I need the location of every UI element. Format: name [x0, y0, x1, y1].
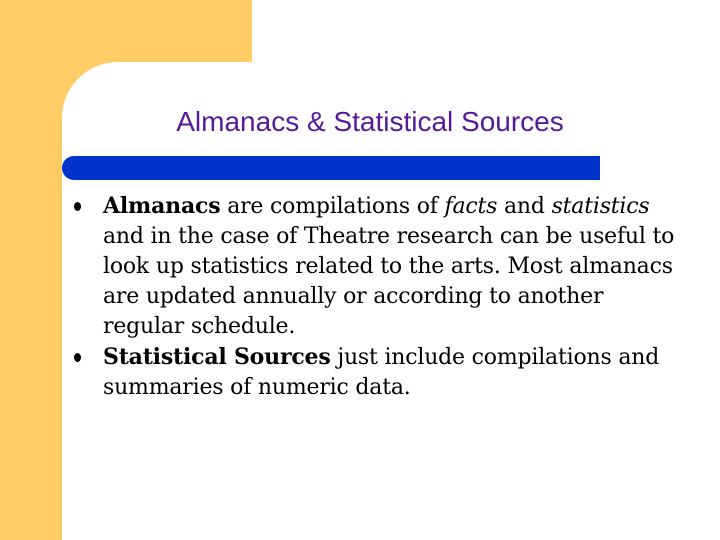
- bullet-item-statistical-sources: [72, 342, 682, 403]
- bullet-list: [72, 191, 682, 403]
- bullet-dot-icon: [74, 202, 81, 211]
- bullet-item-almanacs: [72, 191, 682, 342]
- bullet-text: are compilations of: [220, 194, 445, 219]
- title-underline-bar: [62, 156, 600, 180]
- bullet-term: Statistical Sources: [103, 344, 331, 370]
- accent-strip-left: [0, 0, 62, 540]
- bullet-emphasis: statistics: [551, 194, 650, 219]
- slide-title: Almanacs & Statistical Sources: [176, 106, 564, 137]
- bullet-dot-icon: [74, 353, 81, 362]
- bullet-emphasis: facts: [444, 194, 498, 219]
- bullet-text: and: [497, 194, 552, 219]
- bullet-term: Almanacs: [103, 193, 221, 219]
- bullet-text: and in the case of Theatre research can be useful to look up statistics related to the arts. Most almanacs are updated annually or according to another regular schedule.: [103, 224, 675, 339]
- bullet-text: just include compilations and summaries of numeric data.: [103, 345, 660, 400]
